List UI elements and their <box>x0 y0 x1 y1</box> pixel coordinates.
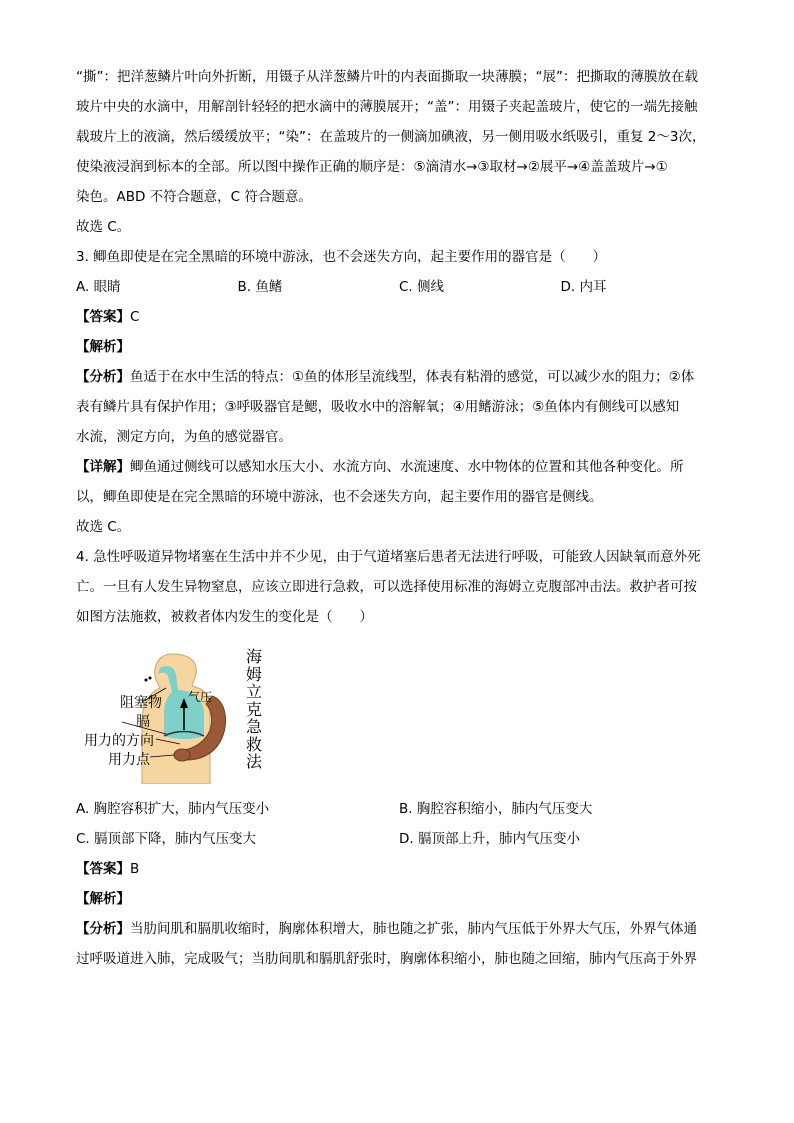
q3-fenxi-line: 水流，测定方向，为鱼的感觉器官。 <box>76 429 292 445</box>
q3-fenxi-line <box>76 362 722 392</box>
q4-analysis-label: 【解析】 <box>76 891 130 907</box>
q4-answer <box>76 854 722 884</box>
heimlich-illustration <box>80 644 240 784</box>
q3-xiangjie-line <box>76 452 722 482</box>
fenxi-tag: 【分析】 <box>76 921 130 937</box>
q2-tail-line: 玻片中央的水滴中，用解剖针轻轻的把水滴中的薄膜展开；“盖”：用镊子夹起盖玻片，使它的一端先接触 <box>76 99 698 115</box>
rescuer-fist <box>174 749 190 761</box>
label-diaphragm: 膈 <box>136 714 150 730</box>
title-char: 立 <box>245 682 262 701</box>
q4-option-c: C. 膈顶部下降，肺内气压变大 <box>76 831 257 847</box>
document-content <box>76 62 722 974</box>
q3-option-b: B. 鱼鳍 <box>237 279 283 295</box>
q3-conclusion: 故选 C。 <box>76 519 131 535</box>
q4-fenxi-line: 过呼吸道进入肺，完成吸气；当肋间肌和膈肌舒张时，胸廓体积缩小，肺也随之回缩，肺内气压高于外界 <box>76 951 697 967</box>
fenxi-text: 当肋间肌和膈肌收缩时，胸廓体积增大，肺也随之扩张，肺内气压低于外界大气压，外界气体通 <box>130 921 697 937</box>
answer-value: C <box>130 309 140 325</box>
q4-stem-line: 4. 急性呼吸道异物堵塞在生活中并不少见，由于气道堵塞后患者无法进行呼吸，可能致人因缺氧而意外死 <box>76 549 701 565</box>
q4-stem-line: 亡。一旦有人发生异物窒息，应该立即进行急救，可以选择使用标准的海姆立克腹部冲击法。救护者可按 <box>76 579 697 595</box>
q4-options-row2 <box>76 824 722 854</box>
q2-tail-line: “撕”：把洋葱鳞片叶向外折断，用镊子从洋葱鳞片叶的内表面撕取一块薄膜；“展”：把撕取的薄膜放在载 <box>76 69 698 85</box>
label-pressure: 气压 <box>188 690 213 704</box>
q2-tail-line: 使染液浸润到标本的全部。所以图中操作正确的顺序是：⑤滴清水→③取材→②展平→④盖盖玻片→① <box>76 159 668 175</box>
q2-conclusion: 故选 C。 <box>76 219 131 235</box>
q3-option-d: D. 内耳 <box>560 279 607 295</box>
q3-xiangjie-line: 以，鲫鱼即使是在完全黑暗的环境中游泳，也不会迷失方向，起主要作用的器官是侧线。 <box>76 489 603 505</box>
q4-option-b: B. 胸腔容积缩小，肺内气压变大 <box>399 801 593 817</box>
q3-fenxi-line: 表有鳞片具有保护作用；③呼吸器官是鳃，吸收水中的溶解氧；④用鳍游泳；⑤鱼体内有侧线可以感知 <box>76 399 680 415</box>
q3-analysis-label: 【解析】 <box>76 339 130 355</box>
q3-stem: 3. 鲫鱼即使是在完全黑暗的环境中游泳，也不会迷失方向，起主要作用的器官是（ ） <box>76 249 607 265</box>
label-obstruction: 阻塞物 <box>120 695 162 711</box>
q4-option-a: A. 胸腔容积扩大，肺内气压变小 <box>76 801 270 817</box>
title-char: 急 <box>245 717 262 736</box>
fenxi-tag: 【分析】 <box>76 369 130 385</box>
q3-option-a: A. 眼睛 <box>76 279 121 295</box>
answer-value: B <box>130 861 140 877</box>
title-char: 救 <box>245 734 262 754</box>
q2-tail-line: 染色。ABD 不符合题意，C 符合题意。 <box>76 189 312 205</box>
heimlich-figure <box>80 644 280 784</box>
title-char: 法 <box>245 752 262 771</box>
q2-tail-line: 载玻片上的液滴，然后缓缓放平；“染”：在盖玻片的一侧滴加碘液，另一侧用吸水纸吸引，重复 2～3次， <box>76 129 706 145</box>
answer-tag: 【答案】 <box>76 861 130 877</box>
q3-answer <box>76 302 722 332</box>
answer-tag: 【答案】 <box>76 309 130 325</box>
title-char: 姆 <box>245 664 262 684</box>
q3-options <box>76 272 722 302</box>
q4-stem-line: 如图方法施救，被救者体内发生的变化是（ ） <box>76 609 373 625</box>
title-char: 海 <box>245 647 262 666</box>
xiangjie-text: 鲫鱼通过侧线可以感知水压大小、水流方向、水流速度、水中物体的位置和其他各种变化。所 <box>130 459 684 475</box>
fenxi-text: 鱼适于在水中生活的特点：①鱼的体形呈流线型，体表有粘滑的感觉，可以减少水的阻力；②体 <box>130 369 695 385</box>
q3-option-c: C. 侧线 <box>399 279 445 295</box>
figure-vertical-title <box>244 648 264 771</box>
title-char: 克 <box>245 699 262 719</box>
q4-option-d: D. 膈顶部上升，肺内气压变小 <box>399 831 580 847</box>
q4-options-row1 <box>76 794 722 824</box>
label-force-point: 用力点 <box>108 752 150 768</box>
xiangjie-tag: 【详解】 <box>76 459 130 475</box>
q4-fenxi-line <box>76 914 722 944</box>
label-force-direction: 用力的方向 <box>84 733 154 749</box>
